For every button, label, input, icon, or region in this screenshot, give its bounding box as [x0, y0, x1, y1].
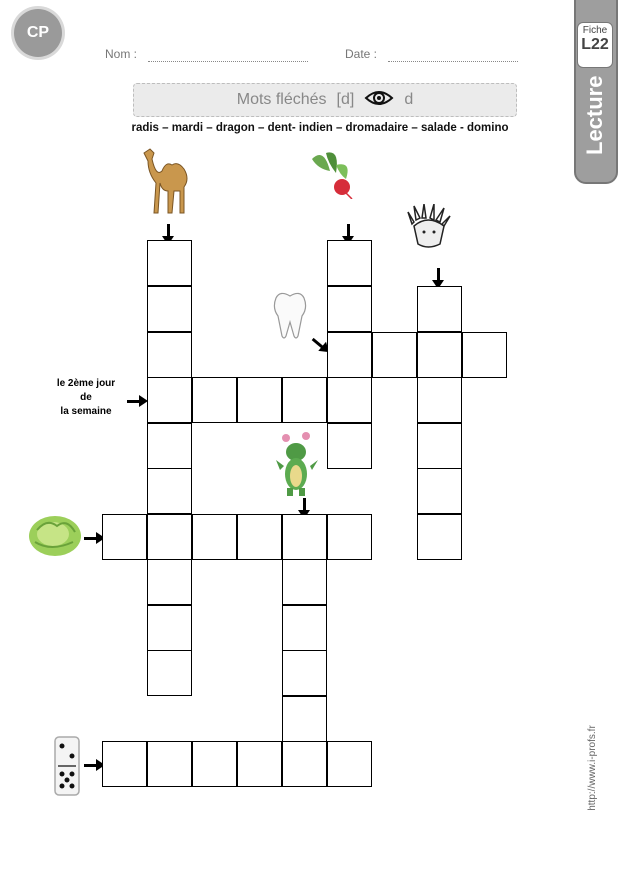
grid-cell[interactable]	[147, 741, 192, 787]
grid-cell[interactable]	[192, 377, 237, 423]
dragon-icon	[276, 430, 318, 505]
arrow-down-icon	[347, 224, 350, 238]
grid-cell[interactable]	[417, 468, 462, 514]
title-main: Mots fléchés	[236, 91, 327, 108]
grid-cell[interactable]	[327, 423, 372, 469]
grid-cell[interactable]	[327, 286, 372, 332]
radish-icon	[306, 149, 358, 204]
grid-cell[interactable]	[282, 696, 327, 742]
arrow-down-icon	[437, 268, 440, 282]
subject-label: Lecture	[582, 75, 607, 155]
grid-cell[interactable]	[417, 514, 462, 560]
domino-icon	[54, 736, 80, 801]
grid-cell[interactable]	[327, 514, 372, 560]
arrow-down-icon	[167, 224, 170, 238]
nom-field[interactable]	[148, 49, 308, 62]
grid-cell[interactable]	[237, 377, 282, 423]
grid-cell[interactable]	[327, 377, 372, 423]
fiche-code: L22	[581, 36, 609, 53]
clue-mardi	[46, 377, 126, 419]
grid-cell[interactable]	[327, 741, 372, 787]
arrow-diagonal-icon	[312, 338, 325, 349]
grid-cell[interactable]	[147, 468, 192, 514]
grid-cell[interactable]	[327, 332, 372, 378]
title-letter: d	[404, 91, 414, 108]
grid-cell[interactable]	[282, 514, 327, 560]
grid-cell[interactable]	[237, 514, 282, 560]
grid-cell[interactable]	[102, 741, 147, 787]
indian-headdress-icon	[406, 204, 452, 257]
grid-cell[interactable]	[192, 514, 237, 560]
grid-cell[interactable]	[147, 514, 192, 560]
grid-cell[interactable]	[147, 605, 192, 651]
grid-cell[interactable]	[417, 423, 462, 469]
grid-cell[interactable]	[147, 332, 192, 378]
grid-cell[interactable]	[237, 741, 282, 787]
grid-cell[interactable]	[147, 286, 192, 332]
grid-cell[interactable]	[417, 377, 462, 423]
word-list: radis – mardi – dragon – dent- indien – dromadaire – salade - domino	[131, 122, 509, 134]
clue-line-3: la semaine	[60, 406, 112, 417]
grid-cell[interactable]	[102, 514, 147, 560]
title-phoneme: [d]	[336, 91, 355, 108]
camel-icon	[138, 143, 194, 223]
grid-cell[interactable]	[417, 332, 462, 378]
grid-cell[interactable]	[282, 377, 327, 423]
fiche-box	[577, 22, 613, 68]
grid-cell[interactable]	[282, 650, 327, 696]
arrow-down-icon	[303, 498, 306, 512]
grid-cell[interactable]	[327, 240, 372, 286]
nom-label: Nom :	[105, 47, 138, 61]
tooth-icon	[272, 290, 308, 345]
eye-icon	[364, 89, 394, 112]
grid-cell[interactable]	[282, 559, 327, 605]
date-field[interactable]	[388, 49, 518, 62]
grid-cell[interactable]	[147, 423, 192, 469]
grid-cell[interactable]	[147, 240, 192, 286]
grid-cell[interactable]	[282, 741, 327, 787]
grid-cell[interactable]	[147, 559, 192, 605]
clue-line-2: de	[80, 392, 92, 403]
grid-cell[interactable]	[417, 286, 462, 332]
cp-badge: CP	[14, 9, 62, 57]
grid-cell[interactable]	[462, 332, 507, 378]
grid-cell[interactable]	[147, 650, 192, 696]
lettuce-icon	[27, 512, 83, 563]
grid-cell[interactable]	[372, 332, 417, 378]
date-label: Date :	[345, 47, 378, 61]
arrow-right-icon	[84, 537, 98, 540]
clue-line-1: le 2ème jour	[56, 378, 116, 389]
grid-cell[interactable]	[282, 605, 327, 651]
grid-cell[interactable]	[147, 377, 192, 423]
footer-url: http://www.i-profs.fr	[587, 725, 598, 811]
title-bar	[133, 83, 517, 117]
grid-cell[interactable]	[192, 741, 237, 787]
arrow-right-icon	[127, 400, 141, 403]
arrow-right-icon	[84, 764, 98, 767]
fiche-label: Fiche	[582, 25, 608, 36]
